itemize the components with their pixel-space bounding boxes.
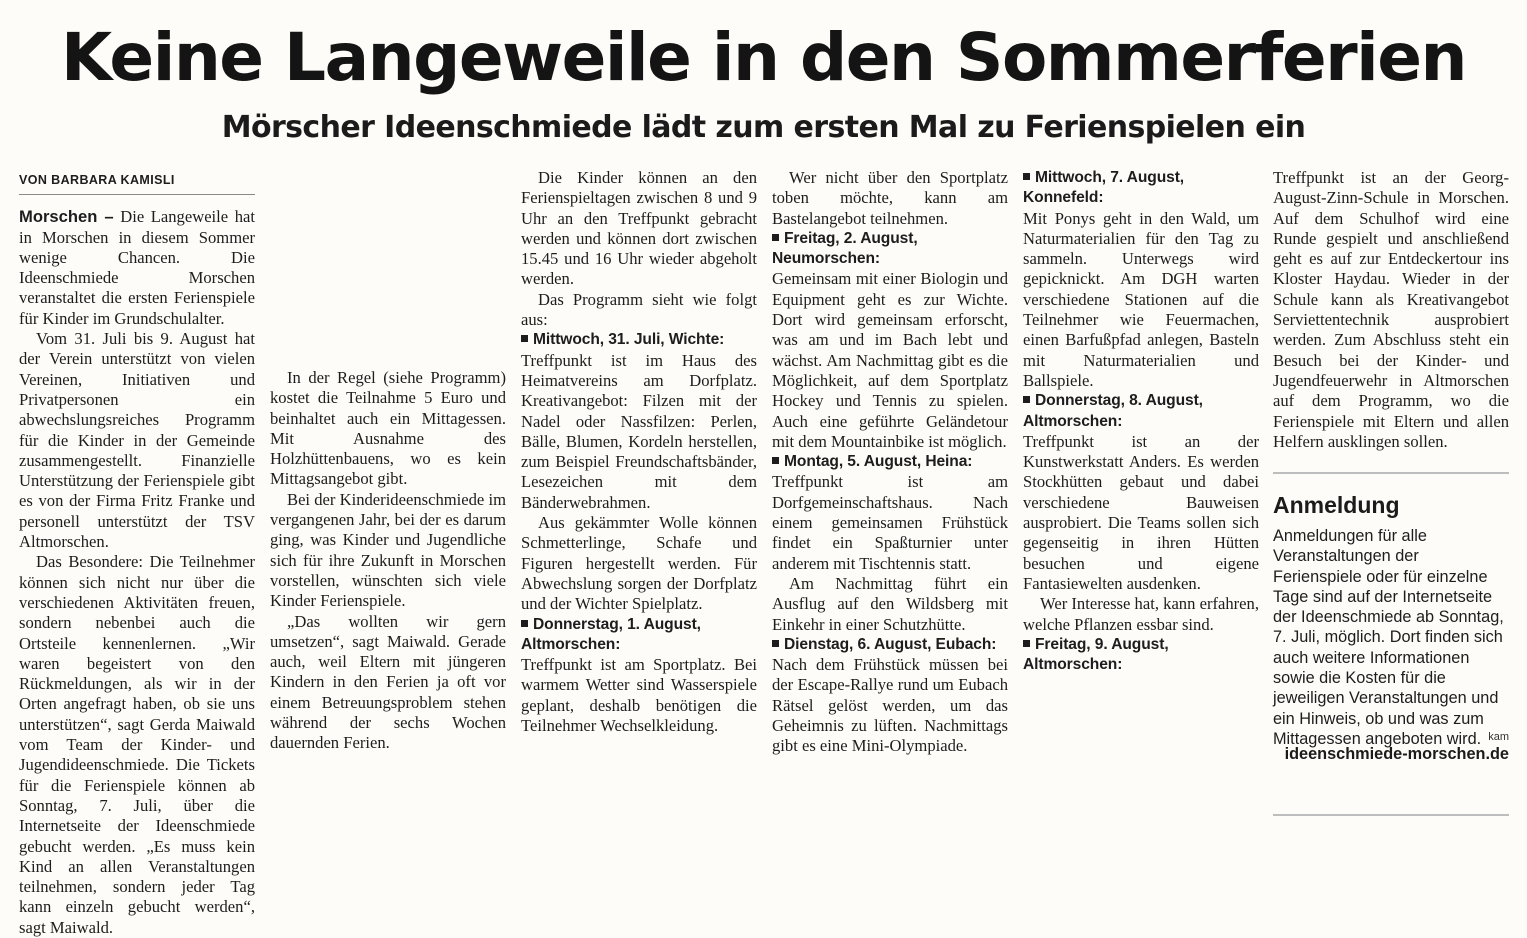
author-initials: kam: [1488, 731, 1509, 744]
paragraph-6: „Das wollten wir gern umsetzen“, sagt Maiwald. Gerade auch, weil Eltern mit jüngeren Kindern in den Ferien ja oft vor einem Betreuungsproblem stehen während der sechs Wochen dauernden Ferien.: [270, 611, 506, 753]
article-column-4: [772, 168, 1008, 757]
bullet-icon: [521, 335, 528, 342]
program-day-text: Nach dem Frühstück müssen bei der Escape-Rallye rund um Eubach Rätsel gelöst werden, um das Geheimnis zu lüften. Nachmittags gibt es eine Mini-Olympiade.: [772, 655, 1008, 756]
program-day-extra: Wer nicht über den Sportplatz toben möchte, kann am Bastelangebot teilnehmen.: [772, 168, 1008, 228]
program-day-extra: Am Nachmittag führt ein Ausflug auf den Wildsberg mit Einkehr in einer Schutzhütte.: [772, 573, 1008, 634]
byline: VON BARBARA KAMISLI: [19, 168, 255, 195]
paragraph-1: Die Langeweile hat in Morschen in diesem Sommer wenige Chancen. Die Ideenschmiede Morschen veranstaltet die ersten Ferienspiele für Kinder im Grundschulalter.: [19, 207, 255, 328]
bullet-icon: [772, 640, 779, 647]
article-column-5-continued: [1023, 772, 1259, 812]
subheadline: Mörscher Ideenschmiede lädt zum ersten Mal zu Ferienspielen ein: [221, 110, 1306, 145]
article-column-5: [1023, 168, 1259, 675]
article-column-1: [19, 168, 255, 938]
program-day-heading: Freitag, 9. August, Altmorschen:: [1023, 635, 1169, 674]
paragraph-5: Bei der Kinderideenschmiede im vergangenen Jahr, bei der es darum ging, was Kinder und Jugendliche sich für ihre Zukunft in Morschen vorstellen, wünschten sich viele Kinder Ferienspiele.: [270, 489, 506, 611]
article-column-6: [1273, 168, 1509, 452]
program-day-text: Mit Ponys geht in den Wald, um Naturmaterialien für den Tag zu sammeln. Unterwegs wird gepicknickt. Am DGH warten verschiedene Stationen auf die Teilnehmer wie Feuermachen, einen Barfußpfad anlegen, Basteln mit Naturmaterialien und Ballspiele.: [1023, 208, 1259, 390]
bullet-icon: [772, 234, 779, 241]
program-day-heading: Freitag, 2. August, Neumorschen:: [772, 229, 918, 268]
paragraph-3: Das Besondere: Die Teilnehmer können sich nicht nur über die verschiedenen Aktivitäten freuen, sondern nebenbei auch die Ortsteile kennenlernen. „Wir waren begeistert von den Rückmeldungen, als wir in der Orten angefragt haben, ob sie uns unterstützen“, sagt Gerda Maiwald vom Team der Kinder- und Jugendideenschmiede. Die Tickets für die Ferienspiele können ab Sonntag, 7. Juli, über die Internetseite der Ideenschmiede gebucht werden. „Es muss kein Kind an allen Veranstaltungen teilnehmen, sondern jeder Tag kann einzeln gebucht werden“, sagt Maiwald.: [19, 552, 255, 937]
bullet-icon: [1023, 640, 1030, 647]
bullet-icon: [1023, 173, 1030, 180]
program-day-heading: Donnerstag, 1. August, Altmorschen:: [521, 615, 701, 653]
intro-paragraph: [19, 207, 255, 329]
program-day-text: Treffpunkt ist im Haus des Heimatvereins am Dorfplatz. Kreativangebot: Filzen mit der Nadel oder Nassfilzen: Perlen, Bälle, Blumen, Kordeln herstellen, zum Beispiel Freundschaftsbänder, Lesezeichen mit dem Bänderwebrahmen.: [521, 350, 757, 512]
program-day-extra: Aus gekämmter Wolle können Schmetterlinge, Schafe und Figuren hergestellt werden. Für Abwechslung sorgen der Dorfplatz und der Wichter Spielplatz.: [521, 513, 757, 614]
program-day-text: Treffpunkt ist am Sportplatz. Bei warmem Wetter sind Wasserspiele geplant, deshalb benötigen die Teilnehmer Wechselkleidung.: [521, 655, 757, 736]
article-column-3: [521, 168, 757, 736]
infobox-title: Anmeldung: [1273, 492, 1400, 518]
program-day-text: Gemeinsam mit einer Biologin und Equipment geht es zur Wichte. Dort wird gemeinsam erforscht, was am und im Bach lebt und wächst. Am Nachmittag gibt es die Möglichkeit, auf dem Sportplatz Hockey und Tennis zu spielen. Auch eine geführte Geländetour mit dem Mountainbike ist möglich.: [772, 269, 1008, 451]
paragraph-4: In der Regel (siehe Programm) kostet die Teilnahme 5 Euro und beinhaltet auch ein Mittagessen. Mit Ausnahme des Holzhüttenbauens, wo es kein Mittagsangebot gibt.: [270, 368, 506, 489]
program-day-heading: Mittwoch, 7. August, Konnefeld:: [1023, 169, 1185, 207]
headline: Keine Langeweile in den Sommerferien: [60, 19, 1467, 96]
program-day-extra: Wer Interesse hat, kann erfahren, welche Pflanzen essbar sind.: [1023, 594, 1259, 634]
registration-infobox: [1273, 472, 1509, 816]
program-day-heading: Dienstag, 6. August, Eubach:: [772, 635, 1008, 655]
program-day-heading: Mittwoch, 31. Juli, Wichte:: [521, 330, 757, 350]
bullet-icon: [772, 457, 779, 464]
paragraph-7: Die Kinder können an den Ferienspieltagen zwischen 8 und 9 Uhr an den Treffpunkt gebracht werden und können dort zwischen 15.45 und 16 Uhr wieder abgeholt werden.: [521, 168, 757, 289]
program-day-text: Treffpunkt ist am Dorfgemeinschaftshaus. Nach einem gemeinsamen Frühstück findet ein Spaßturnier unter anderem mit Tischtennis statt.: [772, 472, 1008, 573]
infobox-text: Anmeldungen für alle Veranstaltungen der Ferienspiele oder für einzelne Tage sind auf der Internetseite der Ideenschmiede ab Sonntag, 7. Juli, möglich. Dort finden sich auch weitere Informationen sowie die Kosten für die jeweiligen Veranstaltungen und ein Hinweis, ob und was zum Mittagessen angeboten wird.: [1273, 527, 1504, 748]
dateline-location: Morschen –: [19, 207, 114, 227]
bullet-icon: [1023, 396, 1030, 403]
paragraph-2: Vom 31. Juli bis 9. August hat der Verein unterstützt von vielen Vereinen, Initiativen und Privatpersonen ein abwechslungsreiches Programm für die Kinder in der Gemeinde zusammengestellt. Finanzielle Unterstützung der Ferienspiele gibt es von der Firma Fritz Franke und personell unterstützt der TSV Altmorschen.: [19, 329, 255, 552]
program-day-heading: Donnerstag, 8. August, Altmorschen:: [1023, 392, 1203, 430]
program-day-heading: Montag, 5. August, Heina:: [772, 452, 1008, 472]
website-link[interactable]: ideenschmiede-morschen.de: [1284, 745, 1509, 764]
paragraph-8: Das Programm sieht wie folgt aus:: [521, 289, 757, 330]
bullet-icon: [521, 620, 528, 627]
program-day-text: Treffpunkt ist an der Georg-August-Zinn-Schule in Morschen. Auf dem Schulhof wird eine Runde gespielt und anschließend geht es auf zur Entdeckertour ins Kloster Haydau. Wieder in der Schule kann als Kreativangebot Serviettentechnik ausprobiert werden. Zum Abschluss steht ein Besuch bei der Kinder- und Jugendfeuerwehr in Altmorschen auf dem Programm, wo die Ferienspiele mit Eltern und allen Helfern ausklingen sollen.: [1273, 168, 1509, 451]
article-column-2: [270, 368, 506, 754]
program-day-text: Treffpunkt ist an der Kunstwerkstatt Anders. Es werden Stockhütten gebaut und dabei verschiedene Bauweisen ausprobiert. Die Teams sollen sich gegenseitig in ihren Hütten besuchen und eigene Fantasiewelten ausdenken.: [1023, 431, 1259, 593]
